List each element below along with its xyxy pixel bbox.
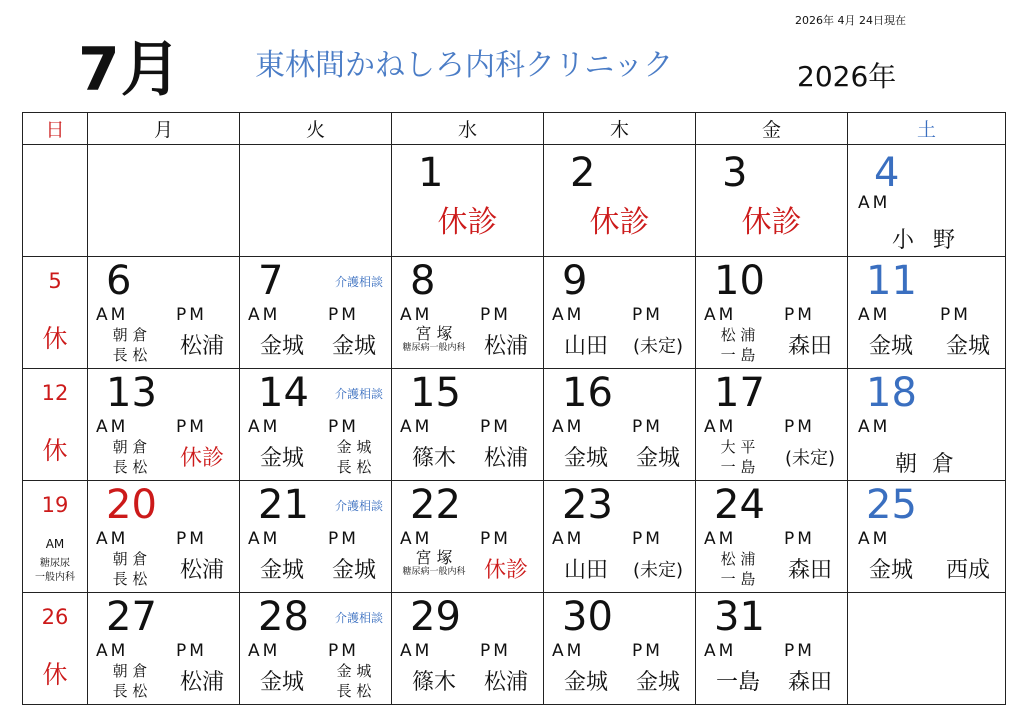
am-label: AM	[248, 417, 281, 437]
pm-label: PM	[632, 417, 663, 437]
pm-label: PM	[176, 417, 207, 437]
am-doctor: 金城	[563, 446, 608, 471]
pm-closed: 休診	[483, 558, 528, 583]
day-cell	[544, 369, 696, 481]
care-consult-note: 介護相談	[334, 387, 383, 401]
am-label: AM	[248, 641, 281, 661]
date-number: 11	[866, 258, 917, 304]
date-number: 18	[866, 370, 917, 416]
date-number: 9	[562, 258, 588, 304]
am-label: AM	[96, 305, 129, 325]
date-number: 2	[570, 150, 596, 196]
day-cell	[240, 481, 392, 593]
am-label: AM	[858, 417, 891, 437]
month-title: 7月	[78, 35, 182, 105]
day-cell	[544, 593, 696, 705]
am-doctor: 金城	[563, 670, 608, 695]
empty-cell	[848, 593, 1006, 705]
pm-label: PM	[480, 529, 511, 549]
pm-doctor: 松浦	[483, 446, 528, 471]
sunday-cell	[23, 369, 88, 481]
day-cell	[696, 593, 848, 705]
am-doctor: 金城	[259, 670, 304, 695]
day-cell	[696, 145, 848, 257]
calendar-table	[22, 112, 1006, 705]
pm-label: PM	[784, 641, 815, 661]
date-number: 13	[106, 370, 157, 416]
pm-doctor: (未定)	[632, 336, 684, 357]
sunday-date: 19	[41, 493, 69, 517]
pm-label: PM	[480, 305, 511, 325]
am-label: AM	[248, 529, 281, 549]
day-cell	[848, 369, 1006, 481]
care-consult-note: 介護相談	[334, 275, 383, 289]
am-label: AM	[96, 641, 129, 661]
am-label: AM	[858, 193, 891, 213]
weekday-sat: 土	[848, 113, 1006, 145]
pm-doctor: 松浦	[483, 670, 528, 695]
pm-label: PM	[328, 641, 359, 661]
am-doctor: 金城	[868, 558, 913, 583]
pm-doctor: (未定)	[784, 448, 836, 469]
day-cell	[88, 257, 240, 369]
day-cell	[696, 481, 848, 593]
sunday-cell	[23, 257, 88, 369]
am-doctor: 小 野	[892, 228, 961, 253]
date-number: 3	[722, 150, 748, 196]
am-doctor: 篠木	[411, 446, 456, 471]
sunday-closed: 休	[42, 436, 68, 465]
date-number: 8	[410, 258, 436, 304]
am-doctor: 朝 倉 長 松	[112, 326, 148, 364]
sunday-date: 12	[41, 381, 69, 405]
am-doctor: 朝 倉	[895, 452, 958, 477]
pm-label: PM	[176, 305, 207, 325]
date-number: 10	[714, 258, 765, 304]
care-consult-note: 介護相談	[334, 499, 383, 513]
weekday-fri: 金	[696, 113, 848, 145]
date-number: 15	[410, 370, 461, 416]
date-number: 24	[714, 482, 765, 528]
date-number: 16	[562, 370, 613, 416]
am-doctor-group	[396, 325, 472, 354]
am-label: AM	[858, 529, 891, 549]
weekday-tue: 火	[240, 113, 392, 145]
am-doctor: 篠木	[411, 670, 456, 695]
pm-label: PM	[632, 641, 663, 661]
pm-doctor: 金 城 長 松	[336, 662, 372, 700]
pm-doctor: 森田	[787, 334, 832, 359]
am-department: 糖尿病一般内科	[402, 567, 466, 577]
am-label: AM	[552, 529, 585, 549]
day-cell	[696, 257, 848, 369]
am-label: AM	[248, 305, 281, 325]
am-doctor: 大 平 一 島	[720, 438, 756, 476]
am-label: AM	[400, 641, 433, 661]
day-cell	[696, 369, 848, 481]
pm-doctor: 金城	[635, 670, 680, 695]
pm-label: PM	[328, 529, 359, 549]
am-doctor: 金城	[259, 558, 304, 583]
date-number: 22	[410, 482, 461, 528]
am-label: AM	[552, 417, 585, 437]
pm-closed: 休診	[179, 446, 224, 471]
day-cell	[392, 593, 544, 705]
pm-doctor: 松浦	[483, 334, 528, 359]
sunday-date: 26	[41, 605, 69, 629]
day-cell	[848, 481, 1006, 593]
week-row	[23, 369, 1006, 481]
day-cell	[240, 593, 392, 705]
closed-label: 休診	[589, 205, 650, 240]
date-number: 6	[106, 258, 132, 304]
am-label: AM	[704, 641, 737, 661]
sunday-closed: 休	[42, 324, 68, 353]
date-number: 27	[106, 594, 157, 640]
date-number: 28	[258, 594, 309, 640]
am-doctor: 山田	[563, 334, 608, 359]
empty-cell	[23, 145, 88, 257]
am-doctor-2: 西成	[945, 558, 990, 583]
pm-doctor: 森田	[787, 670, 832, 695]
am-doctor: 朝 倉 長 松	[112, 438, 148, 476]
sunday-closed: 休	[42, 660, 68, 689]
weekday-sun: 日	[23, 113, 88, 145]
day-cell	[392, 369, 544, 481]
sunday-cell	[23, 593, 88, 705]
pm-label: PM	[632, 529, 663, 549]
weekday-thu: 木	[544, 113, 696, 145]
pm-label: PM	[784, 417, 815, 437]
day-cell	[544, 481, 696, 593]
pm-doctor: 森田	[787, 558, 832, 583]
day-cell	[544, 257, 696, 369]
am-doctor: 金城	[259, 334, 304, 359]
pm-doctor: 金城	[331, 558, 376, 583]
weekday-wed: 水	[392, 113, 544, 145]
day-cell	[88, 369, 240, 481]
date-number: 4	[874, 150, 900, 196]
date-number: 23	[562, 482, 613, 528]
am-doctor: 山田	[563, 558, 608, 583]
day-cell	[392, 145, 544, 257]
care-consult-note: 介護相談	[334, 611, 383, 625]
as-of-date: 2026年 4月 24日現在	[795, 14, 906, 27]
pm-doctor: 金城	[635, 446, 680, 471]
am-doctor: 宮 塚	[415, 324, 453, 343]
week-row	[23, 257, 1006, 369]
day-cell	[88, 481, 240, 593]
day-cell	[240, 257, 392, 369]
date-number: 17	[714, 370, 765, 416]
date-number: 7	[258, 258, 284, 304]
sunday-cell	[23, 481, 88, 593]
pm-doctor: 松浦	[179, 670, 224, 695]
pm-label: PM	[328, 305, 359, 325]
am-doctor: 金城	[259, 446, 304, 471]
am-department: 糖尿病一般内科	[402, 343, 466, 353]
am-label: AM	[858, 305, 891, 325]
am-label: AM	[704, 529, 737, 549]
pm-label: PM	[480, 417, 511, 437]
pm-doctor: (未定)	[632, 560, 684, 581]
clinic-name: 東林間かねしろ内科クリニック	[255, 48, 674, 83]
pm-doctor: 松浦	[179, 334, 224, 359]
date-number: 30	[562, 594, 613, 640]
am-label: AM	[96, 417, 129, 437]
am-label: AM	[704, 417, 737, 437]
day-cell	[848, 257, 1006, 369]
day-cell	[392, 257, 544, 369]
am-doctor: 松 浦 一 島	[720, 326, 756, 364]
empty-cell	[88, 145, 240, 257]
am-label: AM	[400, 305, 433, 325]
week-row	[23, 481, 1006, 593]
week-row	[23, 145, 1006, 257]
closed-label: 休診	[741, 205, 802, 240]
am-doctor: 金城	[868, 334, 913, 359]
sunday-am-department: 糖尿尿 一般内科	[35, 558, 75, 583]
empty-cell	[240, 145, 392, 257]
am-doctor: 朝 倉 長 松	[112, 662, 148, 700]
pm-doctor: 金城	[945, 334, 990, 359]
am-label: AM	[552, 641, 585, 661]
pm-label: PM	[480, 641, 511, 661]
year-label: 2026年	[797, 60, 897, 93]
date-number-holiday: 20	[106, 482, 157, 528]
date-number: 1	[418, 150, 444, 196]
day-cell	[240, 369, 392, 481]
pm-label: PM	[940, 305, 971, 325]
pm-label: PM	[784, 529, 815, 549]
day-cell	[848, 145, 1006, 257]
date-number: 21	[258, 482, 309, 528]
weekday-header-row	[23, 113, 1006, 145]
am-doctor-group	[396, 549, 472, 578]
pm-doctor: 松浦	[179, 558, 224, 583]
am-label: AM	[400, 417, 433, 437]
am-label: AM	[96, 529, 129, 549]
pm-doctor: 金城	[331, 334, 376, 359]
day-cell	[544, 145, 696, 257]
day-cell	[88, 593, 240, 705]
am-label: AM	[552, 305, 585, 325]
sunday-date: 5	[48, 269, 62, 293]
weekday-mon: 月	[88, 113, 240, 145]
closed-label: 休診	[437, 205, 498, 240]
date-number: 29	[410, 594, 461, 640]
am-doctor: 一島	[715, 670, 760, 695]
sunday-am-label: AM	[45, 537, 65, 551]
pm-label: PM	[784, 305, 815, 325]
pm-label: PM	[632, 305, 663, 325]
am-doctor: 朝 倉 長 松	[112, 550, 148, 588]
date-number: 31	[714, 594, 765, 640]
am-label: AM	[400, 529, 433, 549]
week-row	[23, 593, 1006, 705]
pm-doctor: 金 城 長 松	[336, 438, 372, 476]
am-doctor: 宮 塚	[415, 548, 453, 567]
pm-label: PM	[176, 641, 207, 661]
day-cell	[392, 481, 544, 593]
am-label: AM	[704, 305, 737, 325]
pm-label: PM	[328, 417, 359, 437]
date-number: 14	[258, 370, 309, 416]
am-doctor: 松 浦 一 島	[720, 550, 756, 588]
date-number: 25	[866, 482, 917, 528]
pm-label: PM	[176, 529, 207, 549]
